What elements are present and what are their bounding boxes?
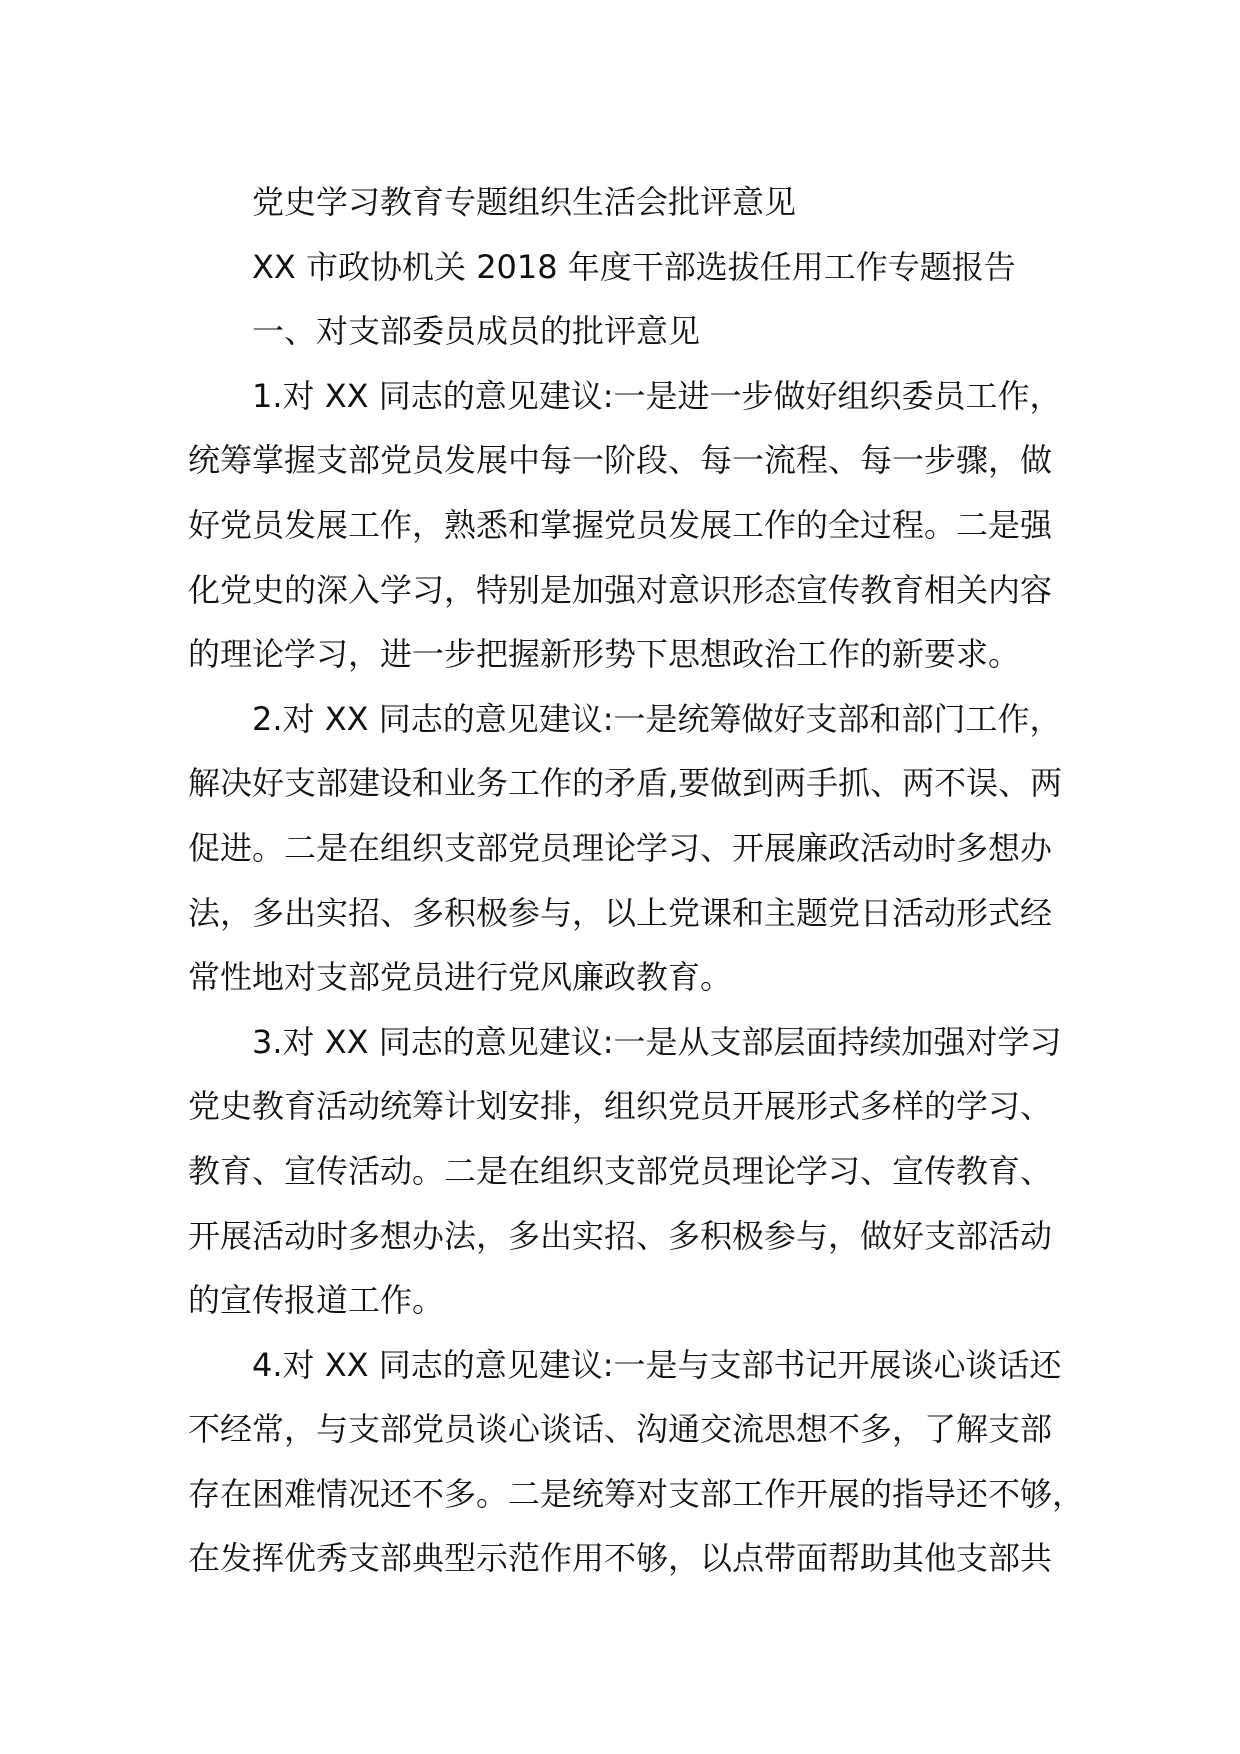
paragraph-line: 3.对 XX 同志的意见建议:一是从支部层面持续加强对学习 (252, 1022, 1062, 1061)
paragraph-line: 党史教育活动统筹计划安排，组织党员开展形式多样的学习、 (188, 1087, 1053, 1126)
paragraph-line: 统筹掌握支部党员发展中每一阶段、每一流程、每一步骤，做 (188, 441, 1053, 480)
paragraph-2 (188, 687, 1068, 1010)
paragraph-3 (188, 1010, 1068, 1333)
paragraph-line: 法，多出实招、多积极参与，以上党课和主题党日活动形式经 (188, 893, 1053, 932)
paragraph-1 (188, 364, 1068, 687)
paragraph-line: 常性地对支部党员进行党风廉政教育。 (188, 958, 733, 997)
paragraph-line: 存在困难情况还不多。二是统筹对支部工作开展的指导还不够， (188, 1474, 1085, 1513)
paragraph-line: 开展活动时多想办法，多出实招、多积极参与，做好支部活动 (188, 1216, 1053, 1255)
paragraph-line: 的宣传报道工作。 (188, 1281, 445, 1320)
paragraph-line: 解决好支部建设和业务工作的矛盾,要做到两手抓、两不误、两 (188, 764, 1063, 803)
paragraph-line: 教育、宣传活动。二是在组织支部党员理论学习、宣传教育、 (188, 1151, 1053, 1190)
paragraph-line: 促进。二是在组织支部党员理论学习、开展廉政活动时多想办 (188, 828, 1053, 867)
paragraph-line: 化党史的深入学习，特别是加强对意识形态宣传教育相关内容 (188, 570, 1053, 609)
paragraph-line: 不经常，与支部党员谈心谈话、沟通交流思想不多，了解支部 (188, 1410, 1053, 1449)
paragraph-line: 在发挥优秀支部典型示范作用不够，以点带面帮助其他支部共 (188, 1539, 1053, 1578)
section-heading: 一、对支部委员成员的批评意见 (252, 312, 701, 351)
paragraph-line: 1.对 XX 同志的意见建议:一是进一步做好组织委员工作， (252, 376, 1062, 415)
paragraph-line: 好党员发展工作，熟悉和掌握党员发展工作的全过程。二是强 (188, 505, 1053, 544)
document-title: 党史学习教育专题组织生活会批评意见 (252, 183, 797, 221)
document-body (188, 170, 1085, 1591)
paragraph-line: 2.对 XX 同志的意见建议:一是统筹做好支部和部门工作， (252, 699, 1062, 738)
paragraph-line: 的理论学习，进一步把握新形势下思想政治工作的新要求。 (188, 635, 1021, 674)
paragraph-line: 4.对 XX 同志的意见建议:一是与支部书记开展谈心谈话还 (252, 1345, 1062, 1384)
paragraph-4 (188, 1333, 1085, 1591)
document-subtitle: XX 市政协机关 2018 年度干部选拔任用工作专题报告 (252, 247, 1016, 286)
